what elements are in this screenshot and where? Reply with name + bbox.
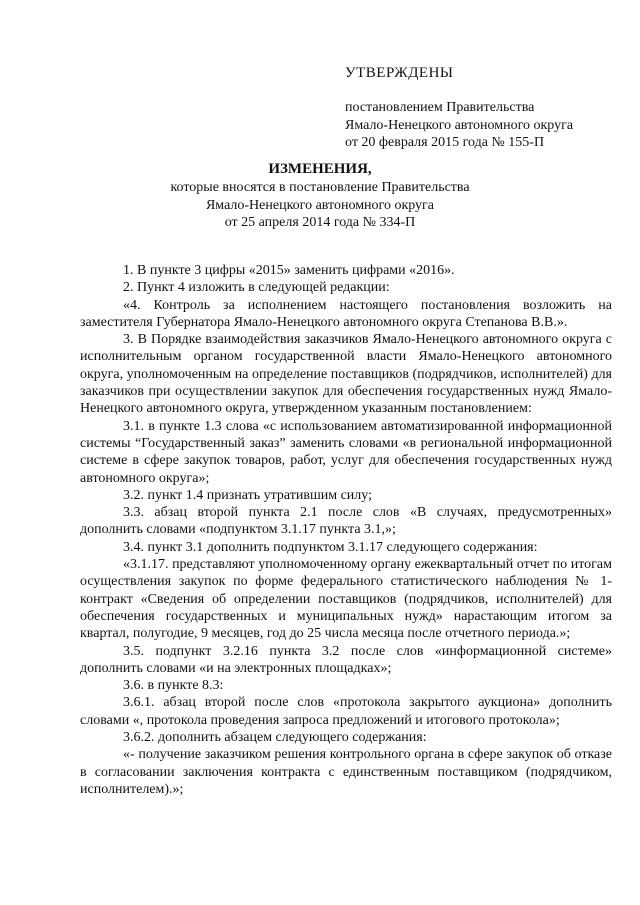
paragraph: 2. Пункт 4 изложить в следующей редакции: bbox=[123, 280, 390, 296]
approval-line: постановлением Правительства bbox=[345, 100, 535, 115]
paragraph: «- получение заказчиком решения контрольного органа в сфере закупок об отказе в согласовании заключения контракта с единственным поставщиком (подрядчиком, исполнителем).»; bbox=[80, 747, 612, 797]
paragraph: 3.3. абзац второй пункта 2.1 после слов «В случаях, предусмотренных» дополнить словами «подпунктом 3.1.17 пункта 3.1,»; bbox=[80, 505, 612, 538]
paragraph: 1. В пункте 3 цифры «2015» заменить цифрами «2016». bbox=[123, 263, 455, 278]
paragraph: 3.6.2. дополнить абзацем следующего содержания: bbox=[123, 730, 427, 746]
paragraph: 3.1. в пункте 1.3 слова «с использованием автоматизированной информационной системы “Государственный заказ” заменить словами «в региональной информационной системе в сфере закупок товаров, работ, услуг для обеспечения государственных нужд автономного округа»; bbox=[80, 418, 612, 486]
approval-line: Ямало-Ненецкого автономного округа bbox=[345, 117, 574, 133]
paragraph: 3.6.1. абзац второй после слов «протокола закрытого аукциона» дополнить словами «, протокола проведения запроса предложений и итогового протокола»; bbox=[80, 695, 612, 728]
paragraph: 3.4. пункт 3.1 дополнить подпунктом 3.1.17 следующего содержания: bbox=[123, 539, 538, 555]
document-subtitle-line: Ямало-Ненецкого автономного округа bbox=[205, 197, 435, 213]
document-title: ИЗМЕНЕНИЯ, bbox=[268, 161, 372, 177]
document-body bbox=[80, 262, 612, 798]
paragraph: 3.6. в пункте 8.3: bbox=[123, 678, 224, 694]
document-heading bbox=[0, 160, 640, 232]
approval-title: УТВЕРЖДЕНЫ bbox=[345, 65, 454, 81]
paragraph: 3.5. подпункт 3.2.16 пункта 3.2 после слов «информационной системе» дополнить словами «и на электронных площадках»; bbox=[80, 643, 612, 676]
approval-line: от 20 февраля 2015 года № 155-П bbox=[345, 135, 545, 150]
paragraph: 3.2. пункт 1.4 признать утратившим силу; bbox=[123, 487, 372, 503]
document-subtitle-line: которые вносятся в постановление Правительства bbox=[170, 180, 470, 195]
paragraph: «3.1.17. представляют уполномоченному органу ежеквартальный отчет по итогам осуществления закупок по форме федерального статистического наблюдения № 1-контракт «Сведения об определении поставщиков (подрядчиков, исполнителей) для обеспечения государственных и муниципальных нужд» нарастающим итогом за квартал, полугодие, 9 месяцев, год до 25 числа месяца после отчетного периода.»; bbox=[80, 557, 612, 642]
paragraph: «4. Контроль за исполнением настоящего постановления возложить на заместителя Губернатора Ямало-Ненецкого автономного округа Степанова В.В.». bbox=[80, 297, 612, 330]
paragraph: 3. В Порядке взаимодействия заказчиков Ямало-Ненецкого автономного округа с исполнительным органом государственной власти Ямало-Ненецкого автономного округа, уполномоченным на определение поставщиков (подрядчиков, исполнителей) для заказчиков при осуществлении закупок для обеспечения государственных нужд Ямало-Ненецкого автономного округа, утвержденном указанным постановлением: bbox=[80, 332, 612, 417]
document-subtitle-line: от 25 апреля 2014 года № 334-П bbox=[224, 215, 416, 230]
approval-block bbox=[345, 64, 615, 152]
